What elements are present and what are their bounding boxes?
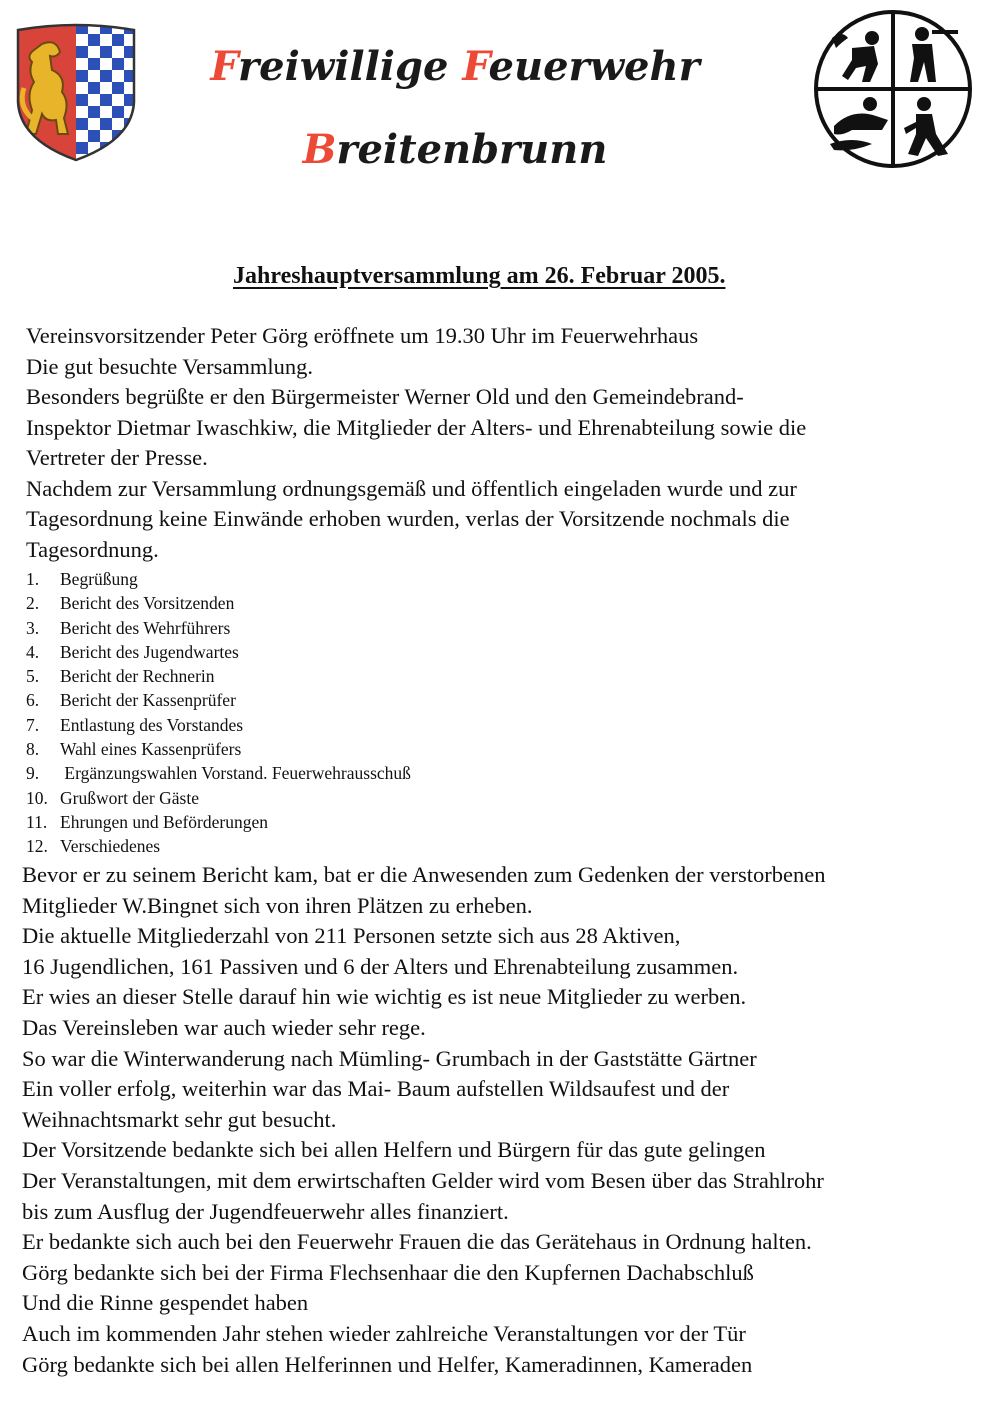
agenda-number: 12. <box>26 836 48 857</box>
text-line: Die gut besuchte Versammlung. <box>26 353 314 379</box>
text-line: Er wies an dieser Stelle darauf hin wie wichtig es ist neue Mitglieder zu werben. <box>22 984 747 1010</box>
text-line: Görg bedankte sich bei der Firma Flechsenhaar die den Kupfernen Dachabschluß <box>22 1259 754 1285</box>
text-line: Weihnachtsmarkt sehr gut besucht. <box>22 1106 337 1132</box>
agenda-item <box>26 688 411 712</box>
agenda-text: Ergänzungswahlen Vorstand. Feuerwehrausschuß <box>60 763 411 784</box>
agenda-number: 9. <box>26 763 40 784</box>
title-initial: B <box>302 126 337 173</box>
agenda-number: 2. <box>26 593 40 614</box>
agenda-item <box>26 834 411 858</box>
text-line: Tagesordnung. <box>26 536 159 562</box>
agenda-text: Bericht des Wehrführers <box>60 617 231 638</box>
title-initial: F <box>462 43 489 90</box>
text-line: Görg bedankte sich bei allen Helferinnen und Helfer, Kameradinnen, Kameraden <box>22 1351 753 1377</box>
agenda-text: Wahl eines Kassenprüfers <box>60 739 242 760</box>
title-initial: F <box>210 43 239 90</box>
meeting-heading: Jahreshauptversammlung am 26. Februar 2005. <box>233 263 726 289</box>
text-line: Ein voller erfolg, weiterhin war das Mai- Baum aufstellen Wildsaufest und der <box>22 1076 730 1102</box>
agenda-text: Begrüßung <box>60 569 138 589</box>
agenda-number: 7. <box>26 714 40 735</box>
coat-of-arms-icon <box>12 22 140 164</box>
agenda-number: 8. <box>26 739 40 760</box>
agenda-text: Bericht der Rechnerin <box>60 666 215 687</box>
text-line: Der Vorsitzende bedankte sich bei allen Helfern und Bürgern für das gute gelingen <box>22 1137 766 1163</box>
agenda-item <box>26 640 411 664</box>
text-line: Das Vereinsleben war auch wieder sehr rege. <box>22 1014 426 1040</box>
agenda-text: Entlastung des Vorstandes <box>60 714 244 735</box>
text-line: Vertreter der Presse. <box>26 445 208 470</box>
agenda-number: 1. <box>26 569 40 589</box>
agenda-number: 4. <box>26 641 40 662</box>
text-line: So war die Winterwanderung nach Mümling- Grumbach in der Gaststätte Gärtner <box>22 1045 757 1071</box>
agenda-item <box>26 591 411 615</box>
agenda-text: Bericht des Jugendwartes <box>60 641 239 662</box>
fire-brigade-emblem-icon <box>812 8 974 170</box>
text-line: bis zum Ausflug der Jugendfeuerwehr alles finanziert. <box>22 1198 509 1224</box>
title-line-1 <box>150 43 760 90</box>
agenda-item <box>26 737 411 761</box>
title-word: reitenbrunn <box>336 126 608 173</box>
text-line: Tagesordnung keine Einwände erhoben wurden, verlas der Vorsitzende nochmals die <box>26 506 790 531</box>
agenda-item <box>26 567 411 591</box>
agenda-text: Bericht der Kassenprüfer <box>60 690 236 711</box>
agenda-text: Bericht des Vorsitzenden <box>60 593 235 614</box>
agenda-item <box>26 664 411 688</box>
text-line: Mitglieder W.Bingnet sich von ihren Plätzen zu erheben. <box>22 892 533 918</box>
agenda-list <box>26 567 411 859</box>
text-line: Vereinsvorsitzender Peter Görg eröffnete um 19.30 Uhr im Feuerwehrhaus <box>26 323 699 348</box>
agenda-item <box>26 616 411 640</box>
agenda-number: 5. <box>26 666 40 687</box>
agenda-text: Grußwort der Gäste <box>60 787 199 808</box>
agenda-number: 10. <box>26 787 48 808</box>
text-line: Die aktuelle Mitgliederzahl von 211 Personen setzte sich aus 28 Aktiven, <box>22 923 681 949</box>
agenda-number: 3. <box>26 617 40 638</box>
text-line: Auch im kommenden Jahr stehen wieder zahlreiche Veranstaltungen vor der Tür <box>22 1320 746 1346</box>
agenda-number: 6. <box>26 690 40 711</box>
agenda-text: Ehrungen und Beförderungen <box>60 811 268 832</box>
text-line: Besonders begrüßte er den Bürgermeister Werner Old und den Gemeindebrand- <box>26 384 744 409</box>
title-word: euerwehr <box>488 43 700 90</box>
text-line: Bevor er zu seinem Bericht kam, bat er die Anwesenden zum Gedenken der verstorbenen <box>22 862 826 887</box>
agenda-item <box>26 713 411 737</box>
agenda-item <box>26 810 411 834</box>
title-word: reiwillige <box>238 43 463 90</box>
agenda-text: Verschiedenes <box>60 836 161 857</box>
text-line: Der Veranstaltungen, mit dem erwirtschaften Gelder wird vom Besen über das Strahlrohr <box>22 1167 824 1193</box>
text-line: Er bedankte sich auch bei den Feuerwehr Frauen die das Gerätehaus in Ordnung halten. <box>22 1229 812 1255</box>
title-line-2 <box>150 126 760 173</box>
text-line: 16 Jugendlichen, 161 Passiven und 6 der Alters und Ehrenabteilung zusammen. <box>22 953 739 979</box>
intro-text <box>26 321 996 565</box>
text-line: Und die Rinne gespendet haben <box>22 1290 309 1316</box>
agenda-item <box>26 761 411 785</box>
agenda-number: 11. <box>26 811 48 832</box>
text-line: Inspektor Dietmar Iwaschkiw, die Mitglieder der Alters- und Ehrenabteilung sowie die <box>26 414 807 440</box>
agenda-item <box>26 786 411 810</box>
text-line: Nachdem zur Versammlung ordnungsgemäß und öffentlich eingeladen wurde und zur <box>26 475 797 501</box>
report-text <box>22 860 997 1380</box>
